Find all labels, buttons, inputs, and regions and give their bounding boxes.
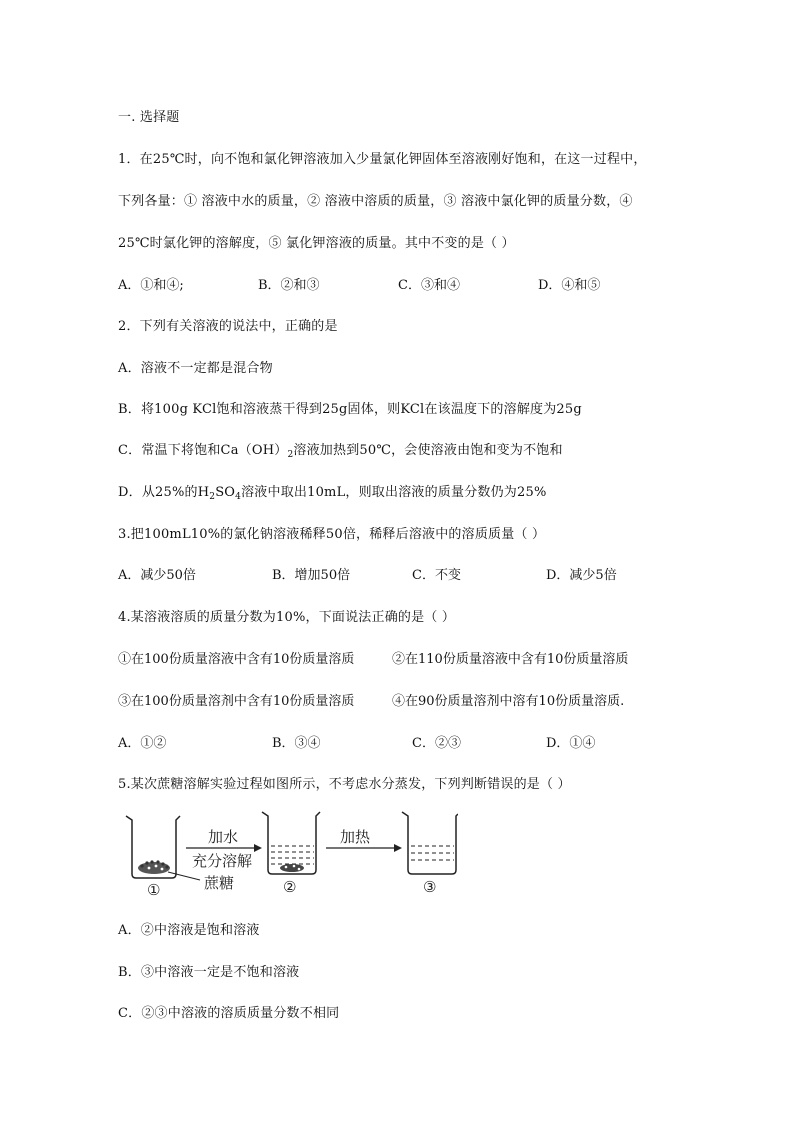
q2-option-a: A．溶液不一定都是混合物 xyxy=(118,361,273,376)
q2-c-post: 溶液加热到50℃，会使溶液由饱和变为不饱和 xyxy=(293,443,563,458)
heat-label: 加热 xyxy=(340,828,371,846)
q5-stem: 5.某次蔗糖溶解实验过程如图所示，不考虑水分蒸发，下列判断错误的是（ ） xyxy=(118,777,571,792)
dissolve-label: 充分溶解 xyxy=(192,852,253,870)
q2-d-mid: SO xyxy=(215,485,236,500)
q4-statement-4: ④在90份质量溶剂中溶有10份质量溶质. xyxy=(392,694,625,709)
q2-d-sub1: 2 xyxy=(209,492,216,502)
sugar-dissolving-figure xyxy=(118,806,458,898)
q4-option-d: D．①④ xyxy=(546,736,596,751)
beaker-3-label: ③ xyxy=(423,878,437,896)
q1-option-a: A．①和④; xyxy=(118,278,184,293)
beaker-3-icon xyxy=(402,812,458,874)
q2-c-sub: 2 xyxy=(287,450,294,460)
q2-option-d xyxy=(118,485,547,501)
sugar-pile-icon xyxy=(138,860,170,874)
q3-option-c: C．不变 xyxy=(412,568,461,583)
q1-option-d: D．④和⑤ xyxy=(538,278,601,293)
beaker-1-label: ① xyxy=(147,881,161,898)
q1-option-b: B．②和③ xyxy=(258,278,320,293)
sugar-pointer-line xyxy=(168,872,200,880)
q1-line-1: 1．在25℃时，向不饱和氯化钾溶液加入少量氯化钾固体至溶液刚好饱和，在这一过程中， xyxy=(118,152,647,167)
q2-d-post: 溶液中取出10mL，则取出溶液的质量分数仍为25% xyxy=(241,485,547,500)
q4-option-c: C．②③ xyxy=(412,736,461,751)
q2-d-sub2: 4 xyxy=(235,492,242,502)
q5-option-a: A．②中溶液是饱和溶液 xyxy=(118,923,260,938)
q4-option-b: B．③④ xyxy=(272,736,321,751)
q2-option-b: B．将100g KCl饱和溶液蒸干得到25g固体，则KCl在该温度下的溶解度为25g xyxy=(118,402,582,417)
q1-option-c: C．③和④ xyxy=(398,278,460,293)
add-water-label: 加水 xyxy=(208,828,239,846)
q1-line-2: 下列各量：① 溶液中水的质量，② 溶液中溶质的质量，③ 溶液中氯化钾的质量分数，④ xyxy=(118,194,633,209)
q5-option-b: B．③中溶液一定是不饱和溶液 xyxy=(118,965,300,980)
arrow-2-head-icon xyxy=(394,844,402,852)
q2-d-pre: D．从25%的H xyxy=(118,485,210,500)
q1-line-3: 25℃时氯化钾的溶解度，⑤ 氯化钾溶液的质量。其中不变的是（ ） xyxy=(118,236,515,251)
sugar-label: 蔗糖 xyxy=(204,874,235,892)
q4-stem: 4.某溶液溶质的质量分数为10%，下面说法正确的是（ ） xyxy=(118,610,456,625)
beaker-1-icon xyxy=(126,816,180,878)
q2-c-pre: C．常温下将饱和Ca（OH） xyxy=(118,443,288,458)
q4-statement-2: ②在110份质量溶液中含有10份质量溶质 xyxy=(392,652,629,667)
q4-option-a: A．①② xyxy=(118,736,167,751)
q3-option-b: B．增加50倍 xyxy=(272,568,351,583)
section-title: 一. 选择题 xyxy=(118,110,180,125)
q3-option-d: D．减少5倍 xyxy=(546,568,617,583)
q5-option-c: C．②③中溶液的溶质质量分数不相同 xyxy=(118,1006,340,1021)
q3-stem: 3.把100mL10%的氯化钠溶液稀释50倍，稀释后溶液中的溶质质量（ ） xyxy=(118,527,546,542)
q2-option-c xyxy=(118,443,563,459)
q4-statement-3: ③在100份质量溶剂中含有10份质量溶质 xyxy=(118,694,355,709)
q4-statement-1: ①在100份质量溶液中含有10份质量溶质 xyxy=(118,652,355,667)
arrow-1-head-icon xyxy=(254,844,262,852)
q3-option-a: A．减少50倍 xyxy=(118,568,196,583)
beaker-2-icon xyxy=(262,812,320,874)
beaker-2-label: ② xyxy=(283,878,297,896)
q2-stem: 2．下列有关溶液的说法中，正确的是 xyxy=(118,319,338,334)
